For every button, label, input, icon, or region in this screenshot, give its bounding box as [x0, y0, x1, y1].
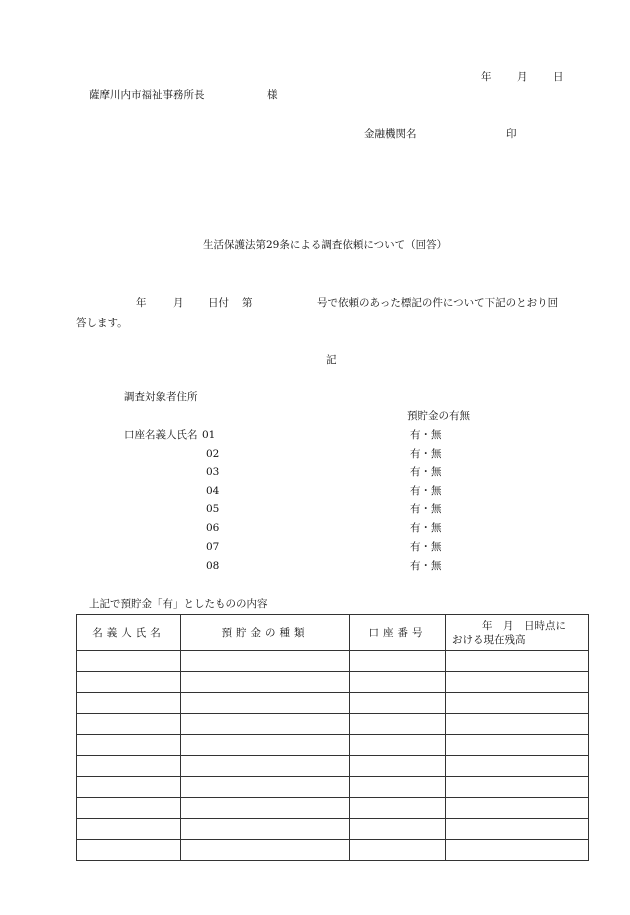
cell-account[interactable] [350, 756, 446, 777]
cell-type[interactable] [181, 798, 350, 819]
body-month: 月 [173, 297, 184, 309]
holder-choice: 有・無 [410, 541, 442, 553]
table-row [77, 693, 589, 714]
table-row [77, 840, 589, 861]
cell-type[interactable] [181, 672, 350, 693]
holder-choice: 有・無 [410, 429, 442, 441]
cell-balance[interactable] [446, 756, 589, 777]
cell-account[interactable] [350, 651, 446, 672]
cell-balance[interactable] [446, 672, 589, 693]
body-dated: 日付 [208, 297, 229, 309]
table-row [77, 651, 589, 672]
column-header-account: 口座番号 [350, 615, 446, 651]
date-year-label: 年 [481, 71, 492, 83]
cell-name[interactable] [77, 756, 181, 777]
cell-name[interactable] [77, 777, 181, 798]
page-title: 生活保護法第29条による調査依頼について（回答） [203, 239, 448, 251]
table-row [77, 735, 589, 756]
table-row [77, 672, 589, 693]
table-row [77, 756, 589, 777]
seal-mark: 印 [506, 128, 517, 140]
holder-choice: 有・無 [410, 503, 442, 515]
addressee-name: 薩摩川内市福祉事務所長 [89, 89, 205, 101]
addressee-honorific: 様 [267, 89, 278, 101]
holder-choice: 有・無 [410, 560, 442, 572]
cell-name[interactable] [77, 651, 181, 672]
cell-type[interactable] [181, 735, 350, 756]
cell-name[interactable] [77, 693, 181, 714]
body-line2: 答します。 [76, 317, 128, 329]
holder-number: 01 [202, 429, 216, 441]
cell-account[interactable] [350, 840, 446, 861]
cell-account[interactable] [350, 735, 446, 756]
cell-name[interactable] [77, 798, 181, 819]
cell-name[interactable] [77, 672, 181, 693]
cell-type[interactable] [181, 756, 350, 777]
holder-choice: 有・無 [410, 485, 442, 497]
balance-header-line2: おける現在残高 [452, 633, 526, 646]
cell-name[interactable] [77, 819, 181, 840]
cell-account[interactable] [350, 777, 446, 798]
holder-choice: 有・無 [410, 466, 442, 478]
deposit-header: 預貯金の有無 [407, 410, 470, 422]
holder-number: 07 [206, 541, 220, 553]
cell-account[interactable] [350, 672, 446, 693]
table-caption: 上記で預貯金「有」としたものの内容 [89, 598, 268, 610]
sender-label: 金融機関名 [364, 128, 417, 140]
subject-address-label: 調査対象者住所 [124, 391, 198, 403]
holder-choice: 有・無 [410, 448, 442, 460]
holder-number: 06 [206, 522, 220, 534]
account-holder-label: 口座名義人氏名 [124, 429, 198, 441]
cell-balance[interactable] [446, 651, 589, 672]
date-day-label: 日 [553, 71, 564, 83]
deposit-details-table [76, 614, 589, 861]
cell-account[interactable] [350, 798, 446, 819]
cell-type[interactable] [181, 651, 350, 672]
cell-balance[interactable] [446, 693, 589, 714]
cell-name[interactable] [77, 714, 181, 735]
balance-header-line1: 年 月 日時点に [482, 619, 566, 632]
cell-account[interactable] [350, 693, 446, 714]
cell-balance[interactable] [446, 819, 589, 840]
cell-account[interactable] [350, 819, 446, 840]
holder-choice: 有・無 [410, 522, 442, 534]
column-header-name: 名義人氏名 [77, 615, 181, 651]
column-header-type: 預貯金の種類 [181, 615, 350, 651]
cell-name[interactable] [77, 840, 181, 861]
cell-balance[interactable] [446, 735, 589, 756]
holder-number: 05 [206, 503, 220, 515]
holder-number: 04 [206, 485, 220, 497]
cell-balance[interactable] [446, 714, 589, 735]
cell-balance[interactable] [446, 798, 589, 819]
ki-heading: 記 [326, 354, 337, 366]
cell-type[interactable] [181, 777, 350, 798]
cell-type[interactable] [181, 819, 350, 840]
holder-number: 02 [206, 448, 220, 460]
cell-type[interactable] [181, 714, 350, 735]
cell-type[interactable] [181, 693, 350, 714]
table-row [77, 777, 589, 798]
body-number-prefix: 第 [242, 297, 253, 309]
cell-type[interactable] [181, 840, 350, 861]
cell-balance[interactable] [446, 777, 589, 798]
body-year: 年 [136, 297, 147, 309]
table-row [77, 714, 589, 735]
table-header-row [77, 615, 589, 651]
cell-name[interactable] [77, 735, 181, 756]
cell-balance[interactable] [446, 840, 589, 861]
column-header-balance [446, 615, 589, 651]
holder-number: 03 [206, 466, 220, 478]
holder-number: 08 [206, 560, 220, 572]
body-line1: 号で依頼のあった標記の件について下記のとおり回 [317, 297, 559, 309]
table-row [77, 798, 589, 819]
cell-account[interactable] [350, 714, 446, 735]
table-row [77, 819, 589, 840]
date-month-label: 月 [517, 71, 528, 83]
